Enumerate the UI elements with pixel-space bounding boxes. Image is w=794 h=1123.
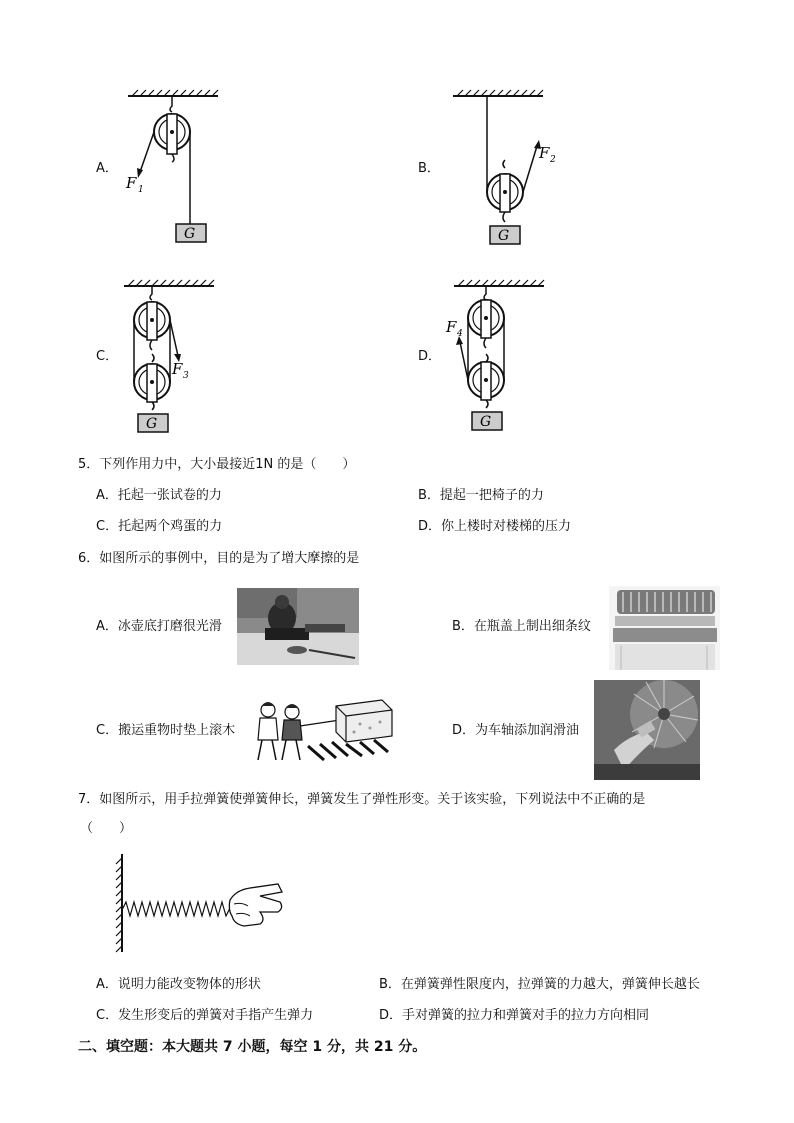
q7-option-a: A．说明力能改变物体的形状	[96, 977, 261, 992]
q5-stem: 5．下列作用力中，大小最接近1N 的是（ ）	[78, 457, 356, 472]
force-sub-d: 4	[457, 329, 463, 339]
pulley-diagram-a	[118, 88, 228, 248]
q6-stem: 6．如图所示的事例中，目的是为了增大摩擦的是	[78, 551, 360, 566]
rolling-logs-illustration	[250, 696, 400, 768]
option-b-label: B．	[418, 161, 440, 176]
weight-label-a: G	[184, 226, 196, 242]
q6-option-c: C．搬运重物时垫上滚木	[96, 723, 236, 738]
weight-label-c: G	[146, 416, 158, 432]
q7-stem: 7．如图所示，用手拉弹簧使弹簧伸长，弹簧发生了弹性形变。关于该实验，下列说法中不正确的是	[78, 792, 646, 807]
q7-paren: （ ）	[80, 821, 133, 836]
weight-label-d: G	[480, 414, 492, 430]
q6-option-a: A．冰壶底打磨很光滑	[96, 619, 222, 634]
bottle-cap-photo	[609, 586, 720, 670]
spring-hand-diagram	[110, 850, 290, 956]
force-label-b: F	[539, 144, 550, 162]
q5-option-b: B．提起一把椅子的力	[418, 488, 544, 503]
q6-option-b: B．在瓶盖上制出细条纹	[452, 619, 591, 634]
option-d-label: D．	[418, 349, 442, 364]
bicycle-axle-photo	[594, 680, 700, 780]
pulley-diagram-c	[118, 278, 228, 438]
pulley-diagram-d	[442, 278, 552, 438]
q7-option-d: D．手对弹簧的拉力和弹簧对手的拉力方向相同	[379, 1008, 650, 1023]
weight-label-b: G	[498, 228, 510, 244]
q7-option-c: C．发生形变后的弹簧对手指产生弹力	[96, 1008, 314, 1023]
option-a-label: A．	[96, 161, 118, 176]
q5-option-c: C．托起两个鸡蛋的力	[96, 519, 223, 534]
force-sub-c: 3	[183, 371, 189, 381]
force-sub-a: 1	[138, 185, 144, 195]
curling-photo	[237, 588, 359, 665]
force-label-c: F	[172, 360, 183, 378]
force-sub-b: 2	[550, 155, 556, 165]
force-label-a: F	[126, 174, 137, 192]
q7-option-b: B．在弹簧弹性限度内，拉弹簧的力越大，弹簧伸长越长	[379, 977, 700, 992]
q5-option-a: A．托起一张试卷的力	[96, 488, 222, 503]
force-label-d: F	[446, 318, 457, 336]
q6-option-d: D．为车轴添加润滑油	[452, 723, 580, 738]
pulley-diagram-b	[445, 88, 575, 248]
option-c-label: C．	[96, 349, 119, 364]
section-heading: 二、填空题：本大题共 7 小题，每空 1 分，共 21 分。	[78, 1039, 427, 1055]
q5-option-d: D．你上楼时对楼梯的压力	[418, 519, 572, 534]
